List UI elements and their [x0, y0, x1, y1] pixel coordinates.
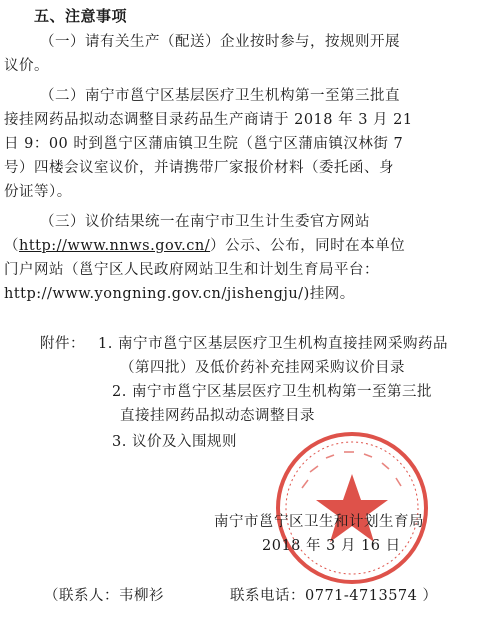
paragraph-3-line-4: http://www.yongning.gov.cn/jishengju/)挂网。: [4, 286, 355, 302]
paragraph-1-line-1: （一）请有关生产（配送）企业按时参与，按规则开展: [40, 34, 400, 50]
paragraph-3-line-2: [4, 236, 405, 256]
paragraph-3-line-2-rest: ）公示、公布，同时在本单位: [210, 238, 406, 254]
attachment-1-line-2: （第四批）及低价药补充挂网采购议价目录: [120, 360, 405, 376]
official-seal-icon: [272, 428, 432, 588]
attachment-1-line-1: 1. 南宁市邕宁区基层医疗卫生机构直接挂网采购药品: [98, 336, 448, 352]
contact-person: （联系人：韦柳衫: [44, 588, 164, 604]
paragraph-2-line-4: 号）四楼会议室议价，并请携带厂家报价材料（委托函、身: [4, 160, 394, 176]
contact-phone: 联系电话：0771-4713574 ）: [230, 588, 438, 604]
paren-open: （: [4, 238, 19, 254]
attachment-2-line-2: 直接挂网药品拟动态调整目录: [120, 408, 315, 424]
paragraph-2-line-2: 接挂网药品拟动态调整目录药品生产商请于 2018 年 3 月 21: [4, 112, 413, 128]
paragraph-3-line-1: （三）议价结果统一在南宁市卫生计生委官方网站: [40, 214, 370, 230]
attachment-3: 3. 议价及入围规则: [112, 434, 237, 450]
paragraph-1-line-2: 议价。: [4, 58, 49, 74]
paragraph-2-line-5: 份证等）。: [4, 184, 72, 200]
section-heading: 五、注意事项: [34, 7, 128, 25]
signature-org: 南宁市邕宁区卫生和计划生育局: [214, 514, 424, 530]
website-link[interactable]: http://www.nnws.gov.cn/: [19, 238, 211, 254]
paragraph-2-line-1: （二）南宁市邕宁区基层医疗卫生机构第一至第三批直: [40, 88, 400, 104]
attachments-label: 附件：: [40, 336, 85, 352]
signature-date: 2018 年 3 月 16 日: [262, 538, 401, 554]
paragraph-3-line-3: 门户网站（邕宁区人民政府网站卫生和计划生育局平台：: [4, 262, 379, 278]
paragraph-2-line-3: 日 9：00 时到邕宁区蒲庙镇卫生院（邕宁区蒲庙镇汉林街 7: [4, 136, 404, 152]
attachment-2-line-1: 2. 南宁市邕宁区基层医疗卫生机构第一至第三批: [112, 384, 432, 400]
